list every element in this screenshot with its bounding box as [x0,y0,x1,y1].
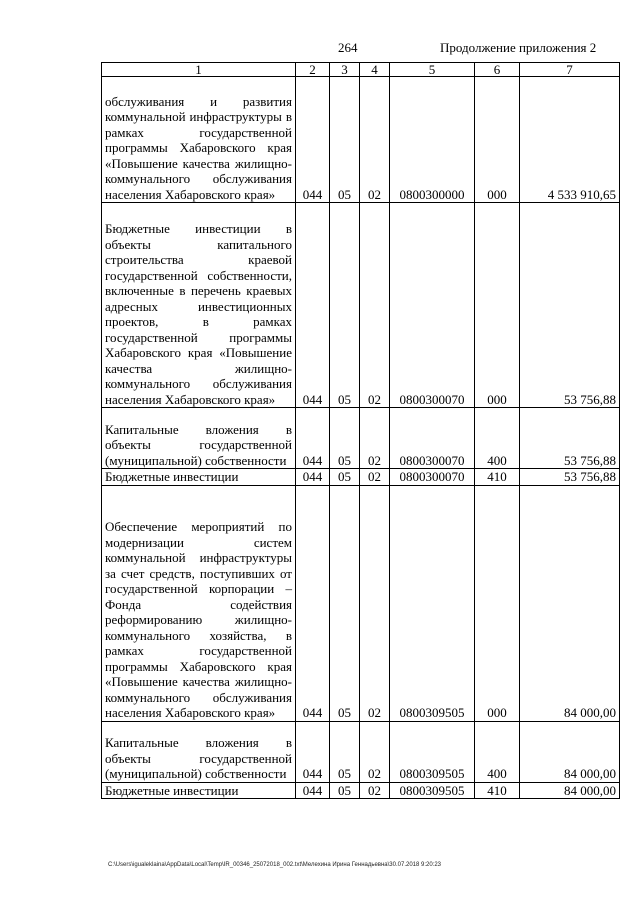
target-article-code: 0800300070 [390,203,475,408]
ministry-code: 044 [296,77,330,203]
subsection-code: 02 [360,485,390,721]
column-header: 2 [296,63,330,77]
expense-type-code: 400 [475,408,520,469]
item-name: обслуживания и развития коммунальной инфраструктуры в рамках государственной программы Хабаровского края «Повышение качества жилищно-коммунального обслуживания населения Хабаровского края» [102,77,296,203]
amount: 4 533 910,65 [520,77,620,203]
ministry-code: 044 [296,203,330,408]
budget-table [101,62,620,799]
amount: 53 756,88 [520,408,620,469]
subsection-code: 02 [360,469,390,486]
subsection-code: 02 [360,782,390,799]
table-row [102,203,620,408]
target-article-code: 0800300070 [390,469,475,486]
section-code: 05 [330,408,360,469]
table-row [102,77,620,203]
column-header: 4 [360,63,390,77]
item-name: Бюджетные инвестиции [102,782,296,799]
expense-type-code: 400 [475,721,520,782]
ministry-code: 044 [296,485,330,721]
section-code: 05 [330,782,360,799]
section-code: 05 [330,721,360,782]
target-article-code: 0800309505 [390,782,475,799]
column-header: 1 [102,63,296,77]
item-name: Обеспечение мероприятий по модернизации систем коммунальной инфраструктуры за счет средств, поступивших от государственной корпорации – Фонда содействия реформированию жилищно-коммунального хозяйства, в рамках государственной программы Хабаровского края «Повышение качества жилищно-коммунального обслуживания населения Хабаровского края» [102,485,296,721]
page-number: 264 [338,40,358,55]
expense-type-code: 410 [475,469,520,486]
amount: 84 000,00 [520,782,620,799]
expense-type-code: 000 [475,77,520,203]
subsection-code: 02 [360,77,390,203]
subsection-code: 02 [360,203,390,408]
target-article-code: 0800309505 [390,485,475,721]
amount: 53 756,88 [520,203,620,408]
table-row [102,721,620,782]
ministry-code: 044 [296,469,330,486]
target-article-code: 0800300070 [390,408,475,469]
column-header: 7 [520,63,620,77]
item-name: Бюджетные инвестиции в объекты капитального строительства краевой государственной собственности, включенные в перечень краевых адресных инвестиционных проектов, в рамках государственной программы Хабаровского края «Повышение качества жилищно-коммунального обслуживания населения Хабаровского края» [102,203,296,408]
section-code: 05 [330,485,360,721]
subsection-code: 02 [360,721,390,782]
table-header-row [102,63,620,77]
target-article-code: 0800300000 [390,77,475,203]
table-row [102,485,620,721]
column-header: 3 [330,63,360,77]
column-header: 6 [475,63,520,77]
table-row [102,469,620,486]
continuation-label: Продолжение приложения 2 [440,40,597,55]
file-path-footer: C:\Users\igualeklaina\AppData\Local\Temp\IR_00346_25072018_002.txt\Мелехина Ирина Геннадьевна\30.07.2018 9:20:23 [108,862,442,868]
ministry-code: 044 [296,721,330,782]
amount: 53 756,88 [520,469,620,486]
subsection-code: 02 [360,408,390,469]
amount: 84 000,00 [520,721,620,782]
table-row [102,782,620,799]
section-code: 05 [330,77,360,203]
section-code: 05 [330,469,360,486]
ministry-code: 044 [296,782,330,799]
item-name: Капитальные вложения в объекты государственной (муниципальной) собственности [102,408,296,469]
expense-type-code: 410 [475,782,520,799]
expense-type-code: 000 [475,203,520,408]
column-header: 5 [390,63,475,77]
ministry-code: 044 [296,408,330,469]
expense-type-code: 000 [475,485,520,721]
table-row [102,408,620,469]
section-code: 05 [330,203,360,408]
item-name: Капитальные вложения в объекты государственной (муниципальной) собственности [102,721,296,782]
item-name: Бюджетные инвестиции [102,469,296,486]
amount: 84 000,00 [520,485,620,721]
target-article-code: 0800309505 [390,721,475,782]
